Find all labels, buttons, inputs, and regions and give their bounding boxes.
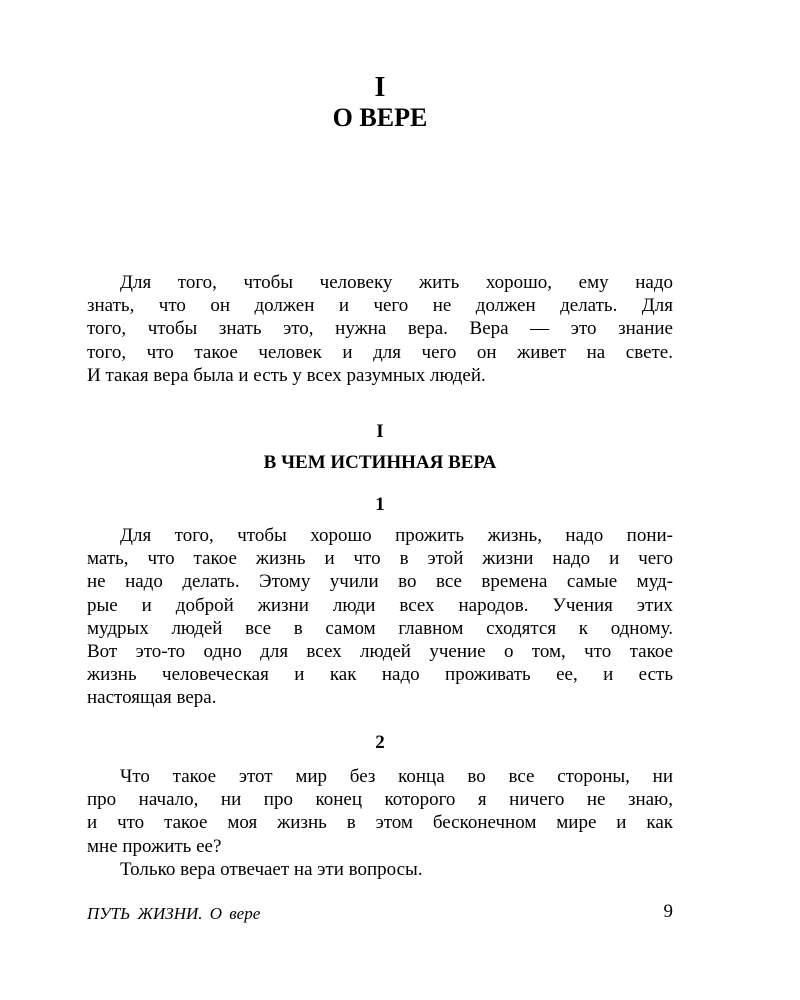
section-paragraph xyxy=(87,765,673,881)
chapter-number: I xyxy=(376,421,384,442)
text-line: Что такое этот мир без конца во все стороны, ни xyxy=(120,766,673,787)
text-line: того, что такое человек и для чего он живет на свете. xyxy=(87,341,673,363)
text-line: жизнь человеческая и как надо проживать ее, и есть xyxy=(87,664,673,686)
part-number: I xyxy=(374,72,386,103)
text-line: Вот это-то одно для всех людей учение о том, что такое xyxy=(87,640,673,662)
section-paragraph xyxy=(87,524,673,710)
page-number: 9 xyxy=(663,901,673,922)
intro-paragraph xyxy=(87,271,673,387)
text-line: про начало, ни про конец которого я ничего не знаю, xyxy=(87,789,673,811)
chapter-title: В ЧЕМ ИСТИННАЯ ВЕРА xyxy=(263,452,497,473)
part-title: О ВЕРЕ xyxy=(332,103,428,132)
text-line: Для того, чтобы хорошо прожить жизнь, надо пони- xyxy=(120,525,673,546)
text-line: и что такое моя жизнь в этом бесконечном мире и как xyxy=(87,812,673,834)
text-line: знать, что он должен и чего не должен делать. Для xyxy=(87,295,673,317)
text-line: того, чтобы знать это, нужна вера. Вера — это знание xyxy=(87,318,673,340)
running-footer-title: ПУТЬ ЖИЗНИ. О вере xyxy=(87,904,261,923)
text-line: не надо делать. Этому учили во все времена самые муд- xyxy=(87,571,673,593)
text-line: Для того, чтобы человеку жить хорошо, ему надо xyxy=(120,272,673,293)
section-number: 1 xyxy=(375,494,385,515)
text-line: настоящая вера. xyxy=(87,687,217,709)
text-line: И такая вера была и есть у всех разумных людей. xyxy=(87,364,486,386)
section-number: 2 xyxy=(375,732,385,753)
text-line: мне прожить ее? xyxy=(87,835,222,857)
text-line: Только вера отвечает на эти вопросы. xyxy=(120,858,423,880)
text-line: рые и доброй жизни люди всех народов. Учения этих xyxy=(87,594,673,616)
text-line: мудрых людей все в самом главном сходятся к одному. xyxy=(87,617,673,639)
text-line: мать, что такое жизнь и что в этой жизни надо и чего xyxy=(87,548,673,570)
